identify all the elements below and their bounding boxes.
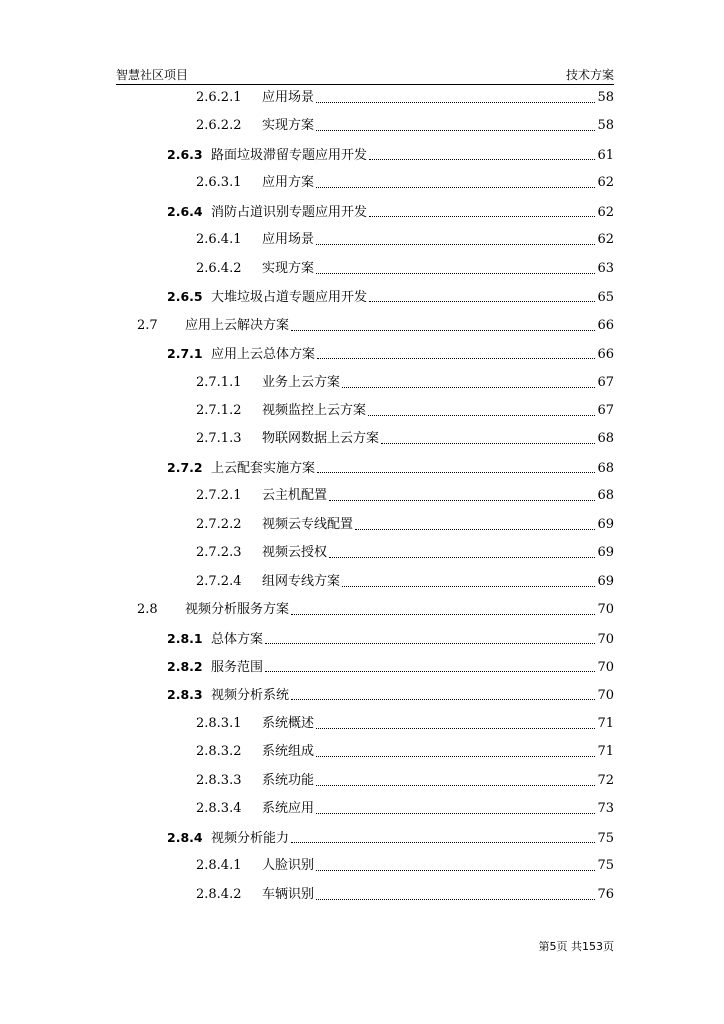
toc-entry[interactable] <box>167 458 614 478</box>
toc-entry-number: 2.6.4.2 <box>196 260 242 276</box>
toc-entry-title: 实现方案 <box>262 260 315 276</box>
toc-dot-leader <box>265 642 595 644</box>
toc-dot-leader <box>316 243 595 245</box>
toc-dot-leader <box>368 414 595 416</box>
toc-entry-number: 2.6.3.1 <box>196 175 242 191</box>
toc-entry-page: 75 <box>597 830 614 846</box>
toc-entry[interactable] <box>196 116 614 136</box>
toc-entry[interactable] <box>196 543 614 563</box>
toc-entry-page: 67 <box>597 402 614 418</box>
toc-entry[interactable] <box>196 486 614 506</box>
toc-dot-leader <box>291 329 595 331</box>
toc-entry-page: 70 <box>597 660 614 675</box>
toc-entry-number: 2.8.2 <box>167 659 203 674</box>
toc-entry-number: 2.7.2 <box>167 459 203 475</box>
toc-entry-page: 76 <box>597 886 614 902</box>
toc-entry-title: 服务范围 <box>211 660 264 675</box>
toc-entry-page: 67 <box>597 374 614 390</box>
toc-dot-leader <box>316 272 595 274</box>
toc-dot-leader <box>316 129 595 131</box>
toc-dot-leader <box>316 755 595 757</box>
toc-dot-leader <box>342 585 595 587</box>
toc-entry-number: 2.8.3.2 <box>196 744 242 760</box>
toc-entry[interactable] <box>196 429 614 449</box>
toc-entry-number: 2.8.1 <box>167 630 203 646</box>
toc-entry-title: 业务上云方案 <box>262 374 341 390</box>
toc-entry[interactable] <box>196 515 614 535</box>
toc-entry[interactable] <box>196 572 614 592</box>
toc-entry-page: 61 <box>597 147 614 163</box>
toc-dot-leader <box>316 898 595 900</box>
toc-dot-leader <box>369 300 595 302</box>
toc-entry-page: 58 <box>597 118 614 134</box>
header-project-name: 智慧社区项目 <box>116 68 189 82</box>
toc-dot-leader <box>291 841 595 843</box>
toc-entry-page: 68 <box>597 460 614 476</box>
toc-entry-title: 系统应用 <box>262 801 315 817</box>
toc-entry-page: 71 <box>597 715 614 731</box>
toc-entry-page: 73 <box>597 801 614 817</box>
toc-entry-title: 车辆识别 <box>262 886 315 902</box>
toc-entry-title: 物联网数据上云方案 <box>262 431 380 447</box>
page-footer: 第5页 共153页 <box>538 940 614 953</box>
toc-entry-number: 2.7.2.1 <box>196 488 242 504</box>
toc-entry-title: 总体方案 <box>211 631 264 647</box>
toc-entry-number: 2.7.2.4 <box>196 573 242 589</box>
toc-entry-title: 视频云专线配置 <box>262 516 354 532</box>
toc-dot-leader <box>316 101 595 103</box>
toc-entry[interactable] <box>137 600 614 620</box>
toc-dot-leader <box>265 670 595 672</box>
toc-dot-leader <box>291 613 595 615</box>
toc-dot-leader <box>381 442 595 444</box>
toc-entry-page: 62 <box>597 175 614 191</box>
toc-entry[interactable] <box>167 828 614 848</box>
toc-entry-number: 2.7.2.3 <box>196 545 242 561</box>
toc-entry-number: 2.8.3 <box>167 687 203 703</box>
toc-entry-page: 68 <box>597 431 614 447</box>
toc-dot-leader <box>317 471 595 473</box>
toc-entry[interactable] <box>196 799 614 819</box>
header-document-type: 技术方案 <box>565 68 614 82</box>
toc-entry-title: 应用场景 <box>262 90 315 105</box>
toc-entry-title: 系统功能 <box>262 772 315 788</box>
page-header <box>116 64 614 85</box>
toc-entry-number: 2.8.4.1 <box>196 858 242 874</box>
toc-entry-title: 消防占道识别专题应用开发 <box>211 204 368 220</box>
toc-entry-title: 应用上云总体方案 <box>211 347 316 363</box>
toc-entry-title: 应用方案 <box>262 175 315 191</box>
toc-entry-title: 视频云授权 <box>262 545 328 561</box>
toc-entry-title: 视频分析能力 <box>211 830 290 846</box>
toc-entry-page: 66 <box>597 317 614 333</box>
toc-entry-page: 72 <box>597 772 614 788</box>
toc-entry[interactable] <box>196 230 614 250</box>
toc-entry-title: 应用上云解决方案 <box>185 317 290 333</box>
toc-entry[interactable] <box>196 856 614 876</box>
toc-dot-leader <box>316 784 595 786</box>
toc-entry-number: 2.8 <box>137 602 158 618</box>
toc-entry-page: 62 <box>597 232 614 248</box>
toc-entry-page: 63 <box>597 260 614 276</box>
toc-entry[interactable] <box>167 344 614 364</box>
toc-entry-page: 70 <box>597 688 614 704</box>
toc-entry-title: 实现方案 <box>262 118 315 134</box>
toc-entry-title: 上云配套实施方案 <box>211 460 316 476</box>
toc-entry-number: 2.7.1.2 <box>196 402 242 418</box>
toc-dot-leader <box>316 869 595 871</box>
toc-entry-number: 2.7 <box>137 317 158 333</box>
toc-entry[interactable] <box>167 202 614 222</box>
toc-entry-number: 2.8.3.4 <box>196 801 242 817</box>
toc-entry-number: 2.7.2.2 <box>196 516 242 532</box>
toc-entry-page: 65 <box>597 290 614 306</box>
toc-dot-leader <box>329 556 595 558</box>
toc-entry-number: 2.7.1 <box>167 346 203 362</box>
toc-entry-number: 2.6.3 <box>167 146 203 162</box>
toc-dot-leader <box>316 186 595 188</box>
toc-entry-page: 66 <box>597 347 614 363</box>
toc-dot-leader <box>316 727 595 729</box>
toc-entry-page: 70 <box>597 602 614 618</box>
toc-entry-page: 58 <box>597 90 614 105</box>
toc-dot-leader <box>329 499 595 501</box>
toc-entry-page: 69 <box>597 545 614 561</box>
toc-dot-leader <box>369 215 595 217</box>
toc-entry-page: 68 <box>597 488 614 504</box>
toc-entry[interactable] <box>167 685 614 705</box>
toc-entry-title: 视频分析服务方案 <box>185 602 290 618</box>
toc-entry-title: 视频监控上云方案 <box>262 402 367 418</box>
toc-entry[interactable] <box>196 885 614 905</box>
toc-entry-title: 组网专线方案 <box>262 573 341 589</box>
toc-entry[interactable] <box>167 145 614 165</box>
toc-dot-leader <box>291 698 595 700</box>
toc-entry-number: 2.8.3.3 <box>196 772 242 788</box>
toc-entry-title: 人脸识别 <box>262 858 315 874</box>
toc-entry-number: 2.6.2.1 <box>196 90 242 105</box>
toc-entry[interactable] <box>137 316 614 336</box>
toc-entry-number: 2.8.4.2 <box>196 886 242 902</box>
toc-entry[interactable] <box>196 771 614 791</box>
toc-entry-title: 云主机配置 <box>262 488 328 504</box>
toc-entry-title: 系统组成 <box>262 744 315 760</box>
toc-entry-page: 70 <box>597 631 614 647</box>
toc-entry-number: 2.6.5 <box>167 289 203 305</box>
toc-entry-number: 2.7.1.3 <box>196 431 242 447</box>
toc-entry-number: 2.6.4 <box>167 203 203 219</box>
toc-entry-page: 69 <box>597 573 614 589</box>
toc-dot-leader <box>355 528 595 530</box>
toc-entry[interactable] <box>196 373 614 393</box>
toc-entry-page: 71 <box>597 744 614 760</box>
toc-dot-leader <box>316 812 595 814</box>
toc-entry-title: 路面垃圾滞留专题应用开发 <box>211 147 368 163</box>
toc-entry-number: 2.6.4.1 <box>196 232 242 248</box>
toc-entry[interactable] <box>196 742 614 762</box>
toc-entry-title: 系统概述 <box>262 715 315 731</box>
toc-entry-title: 视频分析系统 <box>211 688 290 704</box>
toc-dot-leader <box>342 386 595 388</box>
toc-entry-title: 大堆垃圾占道专题应用开发 <box>211 290 368 306</box>
toc-entry[interactable] <box>167 657 614 677</box>
toc-entry-title: 应用场景 <box>262 232 315 248</box>
toc-entry[interactable] <box>196 259 614 279</box>
toc-entry-page: 69 <box>597 516 614 532</box>
toc-entry-number: 2.7.1.1 <box>196 374 242 390</box>
toc-entry-number: 2.6.2.2 <box>196 118 242 134</box>
toc-entry[interactable] <box>196 401 614 421</box>
toc-dot-leader <box>369 158 595 160</box>
toc-entry[interactable] <box>167 629 614 649</box>
toc-entry-page: 75 <box>597 858 614 874</box>
toc-entry[interactable] <box>196 714 614 734</box>
toc-entry-page: 62 <box>597 204 614 220</box>
toc-entry-number: 2.8.3.1 <box>196 715 242 731</box>
toc-entry-number: 2.8.4 <box>167 829 203 845</box>
toc-entry[interactable] <box>196 88 614 108</box>
toc-dot-leader <box>317 357 595 359</box>
toc-entry[interactable] <box>167 287 614 307</box>
toc-entry[interactable] <box>196 173 614 193</box>
